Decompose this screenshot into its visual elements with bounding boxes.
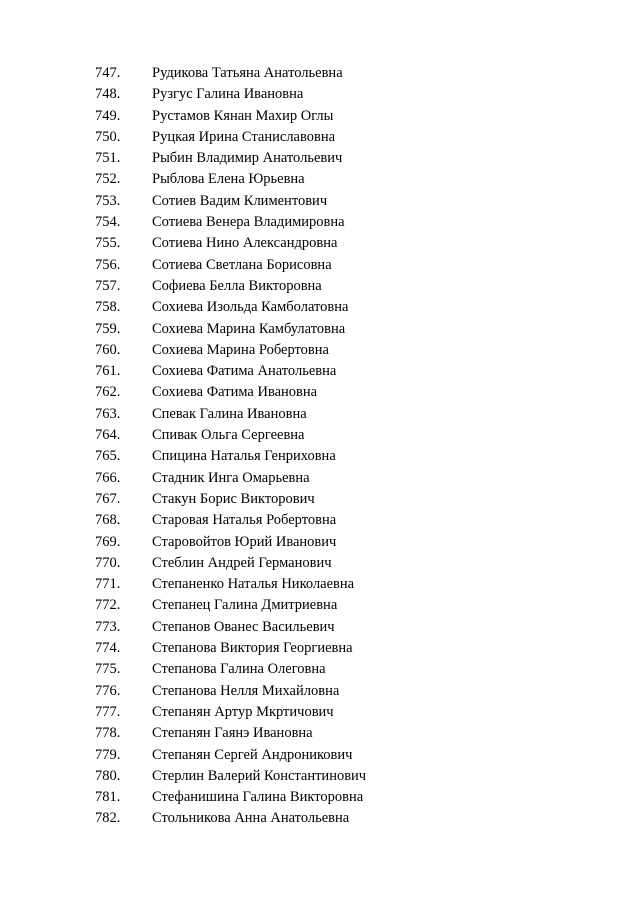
entry-name: Сохиева Марина Робертовна — [152, 341, 329, 358]
entry-name: Старовая Наталья Робертовна — [152, 512, 337, 529]
list-item — [95, 425, 366, 446]
entry-name: Степанова Галина Олеговна — [152, 661, 326, 678]
entry-number: 763. — [95, 405, 121, 422]
entry-number: 749. — [95, 107, 121, 124]
entry-name: Сотиева Венера Владимировна — [152, 214, 345, 231]
name-list — [95, 63, 366, 830]
entry-number: 774. — [95, 640, 121, 657]
entry-number: 767. — [95, 490, 121, 507]
entry-number: 752. — [95, 171, 121, 188]
entry-name: Сохиева Фатима Анатольевна — [152, 363, 337, 380]
entry-number: 762. — [95, 384, 121, 401]
entry-name: Рудикова Татьяна Анатольевна — [152, 65, 343, 81]
list-item — [95, 106, 366, 127]
entry-name: Степаненко Наталья Николаевна — [152, 576, 355, 593]
entry-name: Сохиева Марина Камбулатовна — [152, 320, 346, 337]
list-item — [95, 63, 366, 84]
entry-number: 773. — [95, 618, 121, 635]
list-item — [95, 489, 366, 510]
list-item — [95, 361, 366, 382]
entry-number: 771. — [95, 576, 121, 593]
entry-name: Стефанишина Галина Викторовна — [152, 789, 364, 806]
entry-number: 770. — [95, 554, 121, 571]
entry-name: Руцкая Ирина Станиславовна — [152, 128, 336, 145]
list-item — [95, 553, 366, 574]
list-item — [95, 510, 366, 531]
entry-name: Степанов Ованес Васильевич — [152, 618, 335, 635]
entry-name: Стадник Инга Омарьевна — [152, 469, 310, 486]
entry-number: 782. — [95, 810, 121, 827]
list-item — [95, 169, 366, 190]
entry-number: 765. — [95, 448, 121, 465]
entry-number: 747. — [95, 65, 121, 81]
list-item — [95, 127, 366, 148]
list-item — [95, 319, 366, 340]
entry-name: Степанец Галина Дмитриевна — [152, 597, 338, 614]
entry-number: 766. — [95, 469, 121, 486]
list-item — [95, 808, 366, 829]
entry-name: Степанян Гаянэ Ивановна — [152, 725, 313, 742]
list-item — [95, 276, 366, 297]
entry-name: Рустамов Кянан Махир Оглы — [152, 107, 334, 124]
entry-number: 748. — [95, 86, 121, 103]
entry-name: Стакун Борис Викторович — [152, 490, 315, 507]
entry-number: 755. — [95, 235, 121, 252]
entry-number: 769. — [95, 533, 121, 550]
entry-number: 772. — [95, 597, 121, 614]
entry-number: 761. — [95, 363, 121, 380]
list-item — [95, 659, 366, 680]
list-item — [95, 340, 366, 361]
entry-number: 757. — [95, 277, 121, 294]
entry-name: Стольникова Анна Анатольевна — [152, 810, 350, 827]
entry-number: 775. — [95, 661, 121, 678]
entry-number: 768. — [95, 512, 121, 529]
list-item — [95, 382, 366, 403]
list-item — [95, 255, 366, 276]
entry-name: Сохиева Фатима Ивановна — [152, 384, 318, 401]
list-item — [95, 595, 366, 616]
entry-number: 750. — [95, 128, 121, 145]
entry-number: 760. — [95, 341, 121, 358]
list-item — [95, 191, 366, 212]
list-item — [95, 574, 366, 595]
entry-name: Старовойтов Юрий Иванович — [152, 533, 337, 550]
entry-number: 756. — [95, 256, 121, 273]
entry-name: Сотиев Вадим Климентович — [152, 192, 328, 209]
list-item — [95, 617, 366, 638]
entry-number: 758. — [95, 299, 121, 316]
list-item — [95, 148, 366, 169]
entry-name: Рыбин Владимир Анатольевич — [152, 150, 343, 167]
entry-name: Рыблова Елена Юрьевна — [152, 171, 305, 188]
list-item — [95, 446, 366, 467]
list-item — [95, 532, 366, 553]
entry-name: Спивак Ольга Сергеевна — [152, 427, 305, 444]
entry-number: 781. — [95, 789, 121, 806]
entry-name: Стерлин Валерий Константинович — [152, 767, 367, 784]
entry-name: Степанова Виктория Георгиевна — [152, 640, 353, 657]
entry-number: 754. — [95, 214, 121, 231]
list-item — [95, 787, 366, 808]
entry-number: 779. — [95, 746, 121, 763]
entry-number: 759. — [95, 320, 121, 337]
entry-number: 753. — [95, 192, 121, 209]
list-item — [95, 297, 366, 318]
entry-name: Степанова Нелля Михайловна — [152, 682, 340, 699]
entry-number: 780. — [95, 767, 121, 784]
entry-number: 776. — [95, 682, 121, 699]
list-item — [95, 468, 366, 489]
entry-number: 777. — [95, 703, 121, 720]
list-item — [95, 702, 366, 723]
entry-name: Сотиева Нино Александровна — [152, 235, 338, 252]
entry-name: Степанян Артур Мкртичович — [152, 703, 334, 720]
list-item — [95, 745, 366, 766]
list-item — [95, 84, 366, 105]
entry-name: Спевак Галина Ивановна — [152, 405, 307, 422]
list-item — [95, 233, 366, 254]
entry-name: Софиева Белла Викторовна — [152, 277, 322, 294]
entry-name: Стеблин Андрей Германович — [152, 554, 332, 571]
entry-name: Спицина Наталья Генриховна — [152, 448, 336, 465]
entry-name: Степанян Сергей Андроникович — [152, 746, 353, 763]
list-item — [95, 766, 366, 787]
list-item — [95, 404, 366, 425]
list-item — [95, 212, 366, 233]
entry-name: Сотиева Светлана Борисовна — [152, 256, 332, 273]
entry-number: 764. — [95, 427, 121, 444]
list-item — [95, 681, 366, 702]
entry-number: 778. — [95, 725, 121, 742]
list-item — [95, 723, 366, 744]
list-item — [95, 638, 366, 659]
entry-number: 751. — [95, 150, 121, 167]
entry-name: Сохиева Изольда Камболатовна — [152, 299, 349, 316]
entry-name: Рузгус Галина Ивановна — [152, 86, 304, 103]
